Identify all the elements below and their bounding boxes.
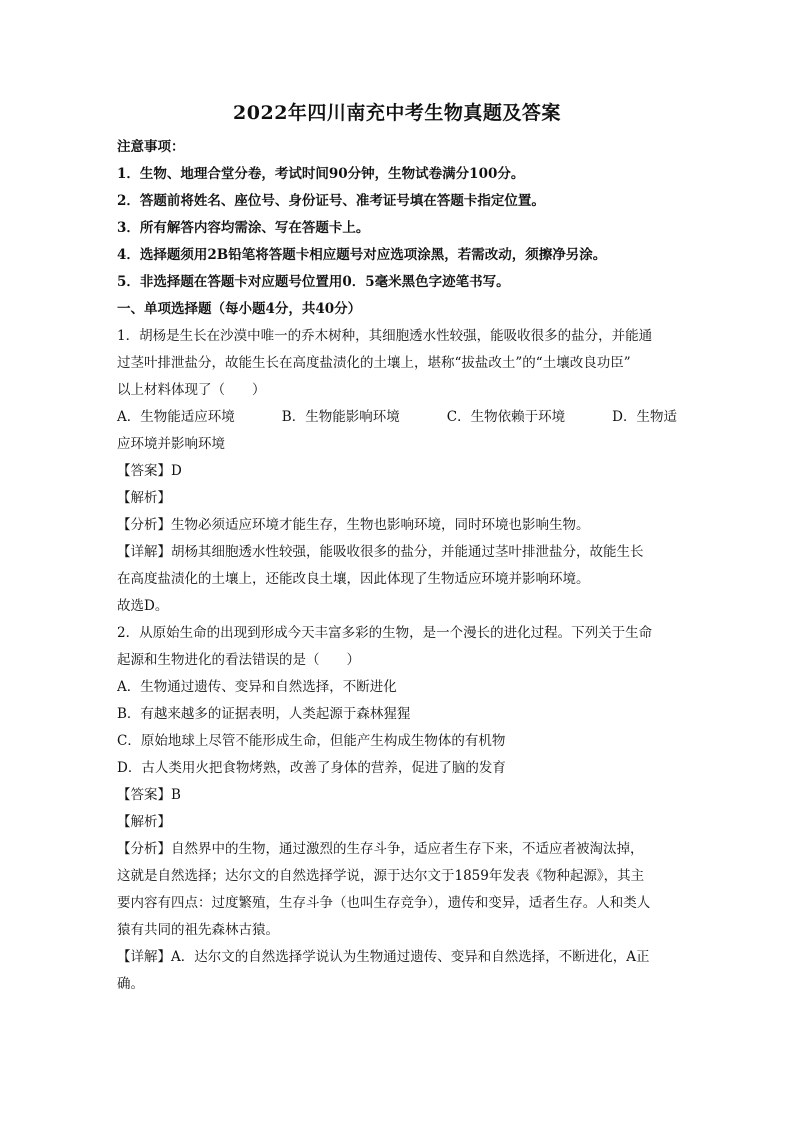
question-stem-line: 2．从原始生命的出现到形成今天丰富多彩的生物，是一个漫长的进化过程。下列关于生命 [117, 625, 653, 641]
notice-heading: 注意事项： [117, 139, 185, 155]
option-a: A．生物能适应环境 [117, 409, 235, 425]
analysis-xiangjie-line: 【详解】胡杨其细胞透水性较强，能吸收很多的盐分，并能通过茎叶排泄盐分，故能生长 [117, 544, 644, 560]
notice-item: 3．所有解答内容均需涂、写在答题卡上。 [117, 220, 370, 236]
page-title: 2022年四川南充中考生物真题及答案 [233, 102, 561, 124]
analysis-fenxi: 【分析】生物必须适应环境才能生存，生物也影响环境，同时环境也影响生物。 [117, 517, 590, 533]
question-stem-line: 以上材料体现了（ ） [117, 382, 266, 398]
answer-label: 【答案】D [117, 463, 182, 479]
option-d: D．生物适 [612, 409, 677, 425]
answer-label: 【答案】B [117, 787, 181, 803]
notice-item: 1．生物、地理合堂分卷，考试时间90分钟，生物试卷满分100分。 [117, 166, 525, 182]
question-stem-line: 起源和生物进化的看法错误的是（ ） [117, 652, 360, 668]
option-c: C．原始地球上尽管不能形成生命，但能产生构成生物体的有机物 [117, 733, 506, 749]
analysis-fenxi-line: 【分析】自然界中的生物，通过激烈的生存斗争，适应者生存下来，不适应者被淘汰掉， [117, 841, 644, 857]
analysis-fenxi-line: 猿有共同的祖先森林古猿。 [117, 922, 279, 938]
question-stem-line: 过茎叶排泄盐分，故能生长在高度盐渍化的土壤上，堪称“拔盐改土”的“土壤改良功臣” [117, 355, 631, 371]
analysis-fenxi-line: 要内容有四点：过度繁殖，生存斗争（也叫生存竞争），遗传和变异，适者生存。人和类人 [117, 895, 651, 911]
analysis-fenxi-line: 这就是自然选择；达尔文的自然选择学说，源于达尔文于1859年发表《物种起源》，其主 [117, 868, 645, 884]
option-d: D．古人类用火把食物烤熟，改善了身体的营养，促进了脑的发育 [117, 760, 506, 776]
document-body [117, 134, 677, 998]
analysis-xiangjie-line: 在高度盐渍化的土壤上，还能改良土壤，因此体现了生物适应环境并影响环境。 [117, 571, 590, 587]
option-c: C．生物依赖于环境 [446, 409, 566, 425]
notice-item: 5．非选择题在答题卡对应题号位置用0．5毫米黑色字迹笔书写。 [117, 274, 510, 290]
analysis-xiangjie-line: 确。 [117, 976, 144, 992]
analysis-label: 【解析】 [117, 814, 171, 830]
option-d-continued: 应环境并影响环境 [117, 436, 225, 452]
analysis-xiangjie-line: 【详解】A．达尔文的自然选择学说认为生物通过遗传、变异和自然选择，不断进化，A正 [117, 949, 650, 965]
notice-item: 2．答题前将姓名、座位号、身份证号、准考证号填在答题卡指定位置。 [117, 193, 545, 209]
question-2 [117, 620, 677, 998]
section-heading: 一、单项选择题（每小题4分，共40分） [117, 301, 362, 317]
question-options [117, 404, 677, 431]
option-a: A．生物通过遗传、变异和自然选择，不断进化 [117, 679, 397, 695]
notice-item: 4．选择题须用2B铅笔将答题卡相应题号对应选项涂黑，若需改动，须擦净另涂。 [117, 247, 607, 263]
question-stem-line: 1．胡杨是生长在沙漠中唯一的乔木树种，其细胞透水性较强，能吸收很多的盐分，并能通 [117, 328, 653, 344]
question-1 [117, 323, 677, 620]
analysis-label: 【解析】 [117, 490, 171, 506]
conclusion: 故选D。 [117, 598, 169, 614]
option-b: B．生物能影响环境 [281, 409, 400, 425]
option-b: B．有越来越多的证据表明，人类起源于森林猩猩 [117, 706, 411, 722]
